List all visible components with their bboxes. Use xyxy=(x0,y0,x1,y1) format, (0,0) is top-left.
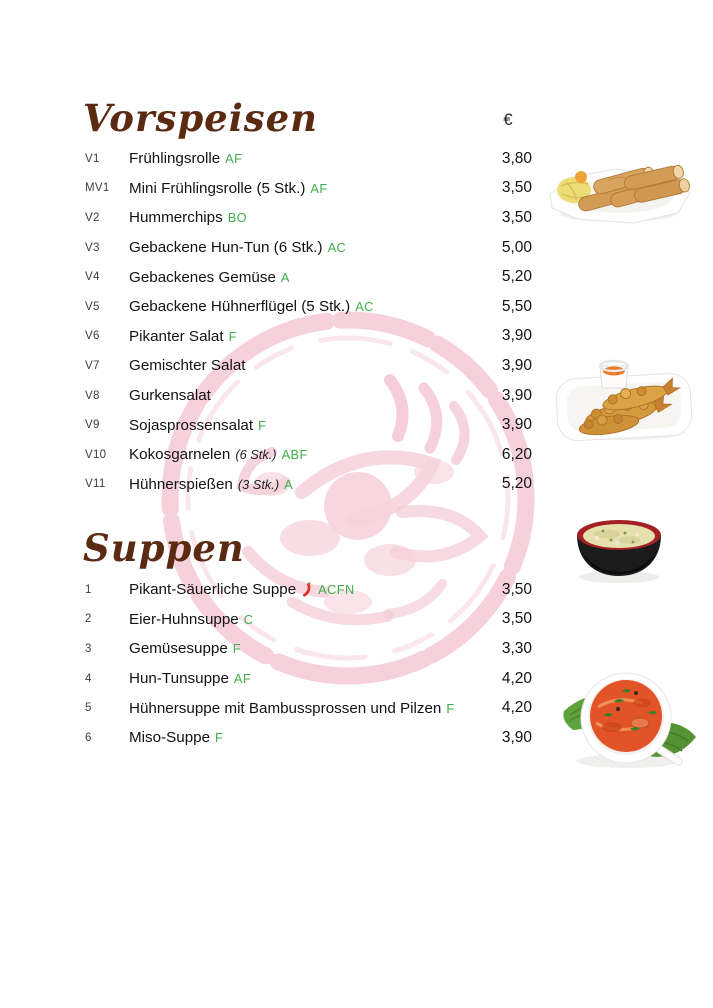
item-allergens: AC xyxy=(355,299,374,315)
item-code: 3 xyxy=(85,642,92,655)
menu-item-row xyxy=(85,723,532,753)
item-allergens: ACFN xyxy=(318,582,355,598)
miso-soup-photo xyxy=(567,502,671,586)
item-price: 4,20 xyxy=(501,699,532,717)
item-name-group xyxy=(129,670,478,687)
item-code: V5 xyxy=(85,300,100,313)
menu-item-row xyxy=(85,693,532,723)
menu-item-row xyxy=(85,262,532,292)
menu-item-row xyxy=(85,575,532,605)
menu-item-row xyxy=(85,144,532,174)
item-price: 3,90 xyxy=(501,728,532,746)
item-name: Hun-Tunsuppe xyxy=(129,670,229,688)
item-allergens: F xyxy=(215,730,224,746)
menu-item-row xyxy=(85,410,532,440)
item-quantity-note: (6 Stk.) xyxy=(235,447,277,463)
item-code: V7 xyxy=(85,359,100,372)
item-code: 1 xyxy=(85,583,92,596)
item-name-group xyxy=(129,387,478,404)
menu-item-row xyxy=(85,605,532,635)
section-title-suppen: Suppen xyxy=(83,526,245,570)
item-allergens: A xyxy=(280,269,290,285)
item-allergens: F xyxy=(446,700,455,716)
item-name-group xyxy=(129,611,478,628)
item-allergens: AC xyxy=(327,240,347,256)
menu-item-row xyxy=(85,322,532,352)
item-name-group xyxy=(129,417,478,434)
item-code: V9 xyxy=(85,419,100,432)
item-name-group xyxy=(129,446,478,463)
fried-shrimps-photo xyxy=(543,348,705,446)
section-title-vorspeisen: Vorspeisen xyxy=(83,96,319,140)
item-allergens: AF xyxy=(225,151,243,167)
item-name: Hühnersuppe mit Bambussprossen und Pilzen xyxy=(129,699,442,717)
item-name: Frühlingsrolle xyxy=(129,150,221,168)
item-name-group xyxy=(129,640,478,657)
item-allergens: C xyxy=(243,611,254,627)
item-name: Eier-Huhnsuppe xyxy=(129,610,239,628)
item-name: Gurkensalat xyxy=(129,387,211,405)
item-allergens: BO xyxy=(227,210,247,226)
item-allergens: ABF xyxy=(281,447,308,463)
item-price: 3,30 xyxy=(501,639,532,657)
vorspeisen-item-list xyxy=(85,144,532,499)
item-allergens: AF xyxy=(233,671,252,687)
red-curry-soup-photo xyxy=(556,663,702,773)
item-price: 3,90 xyxy=(501,386,532,404)
item-price: 5,20 xyxy=(501,268,532,286)
item-price: 5,20 xyxy=(501,475,532,493)
item-name-group xyxy=(129,357,478,374)
menu-item-row xyxy=(85,203,532,233)
item-name-group xyxy=(129,581,478,598)
suppen-item-list xyxy=(85,575,532,753)
item-code: V2 xyxy=(85,211,100,224)
item-code: V10 xyxy=(85,448,107,461)
menu-item-row xyxy=(85,351,532,381)
item-allergens: F xyxy=(228,328,237,344)
menu-item-row xyxy=(85,292,532,322)
item-name: Hummerchips xyxy=(129,209,223,227)
item-name: Mini Frühlingsrolle (5 Stk.) xyxy=(129,179,306,197)
item-name-group xyxy=(129,298,478,315)
item-allergens: A xyxy=(284,476,294,492)
item-name-group xyxy=(129,476,478,493)
item-name: Gebackene Hun-Tun (6 Stk.) xyxy=(129,239,323,257)
item-price: 6,20 xyxy=(501,445,532,463)
item-code: V3 xyxy=(85,241,100,254)
item-allergens: F xyxy=(232,641,241,657)
item-price: 3,80 xyxy=(501,149,532,167)
chili-pepper-icon xyxy=(302,582,312,597)
item-price: 3,50 xyxy=(501,208,532,226)
item-name-group xyxy=(129,729,478,746)
menu-item-row xyxy=(85,664,532,694)
menu-item-row xyxy=(85,440,532,470)
item-price: 3,90 xyxy=(501,327,532,345)
item-price: 3,50 xyxy=(501,610,532,628)
item-code: V8 xyxy=(85,389,100,402)
item-code: V1 xyxy=(85,152,100,165)
item-name-group xyxy=(129,150,478,167)
item-code: MV1 xyxy=(85,182,110,195)
item-price: 3,90 xyxy=(501,356,532,374)
item-name-group xyxy=(129,700,478,717)
item-code: V11 xyxy=(85,478,106,491)
item-name: Gemüsesuppe xyxy=(129,640,228,658)
item-name-group xyxy=(129,209,478,226)
item-allergens: AF xyxy=(310,180,328,196)
item-name: Pikant-Säuerliche Suppe xyxy=(129,581,297,599)
item-name-group xyxy=(129,180,478,197)
item-code: 5 xyxy=(85,702,92,715)
spring-rolls-photo xyxy=(538,136,694,228)
item-name: Sojasprossensalat xyxy=(129,416,254,434)
item-name: Kokosgarnelen xyxy=(129,446,231,464)
item-price: 5,50 xyxy=(501,297,532,315)
item-code: 6 xyxy=(85,731,92,744)
item-name: Gemischter Salat xyxy=(129,357,246,375)
item-price: 3,50 xyxy=(501,179,532,197)
item-name: Gebackenes Gemüse xyxy=(129,268,276,286)
item-name: Miso-Suppe xyxy=(129,729,211,747)
menu-item-row xyxy=(85,174,532,204)
item-allergens: F xyxy=(258,417,267,433)
item-price: 4,20 xyxy=(501,669,532,687)
menu-item-row xyxy=(85,470,532,500)
item-code: V4 xyxy=(85,271,100,284)
item-name: Gebackene Hühnerflügel (5 Stk.) xyxy=(129,298,351,316)
item-price: 5,00 xyxy=(501,238,532,256)
item-name: Pikanter Salat xyxy=(129,327,224,345)
currency-header: € xyxy=(503,111,513,129)
menu-item-row xyxy=(85,634,532,664)
item-name-group xyxy=(129,328,478,345)
item-name-group xyxy=(129,269,478,286)
item-code: 2 xyxy=(85,613,92,626)
item-code: 4 xyxy=(85,672,92,685)
item-code: V6 xyxy=(85,330,100,343)
item-quantity-note: (3 Stk.) xyxy=(237,476,280,492)
menu-item-row xyxy=(85,381,532,411)
item-price: 3,90 xyxy=(501,416,532,434)
item-price: 3,50 xyxy=(501,580,532,598)
menu-item-row xyxy=(85,233,532,263)
item-name-group xyxy=(129,239,478,256)
item-name: Hühnerspießen xyxy=(129,475,233,493)
